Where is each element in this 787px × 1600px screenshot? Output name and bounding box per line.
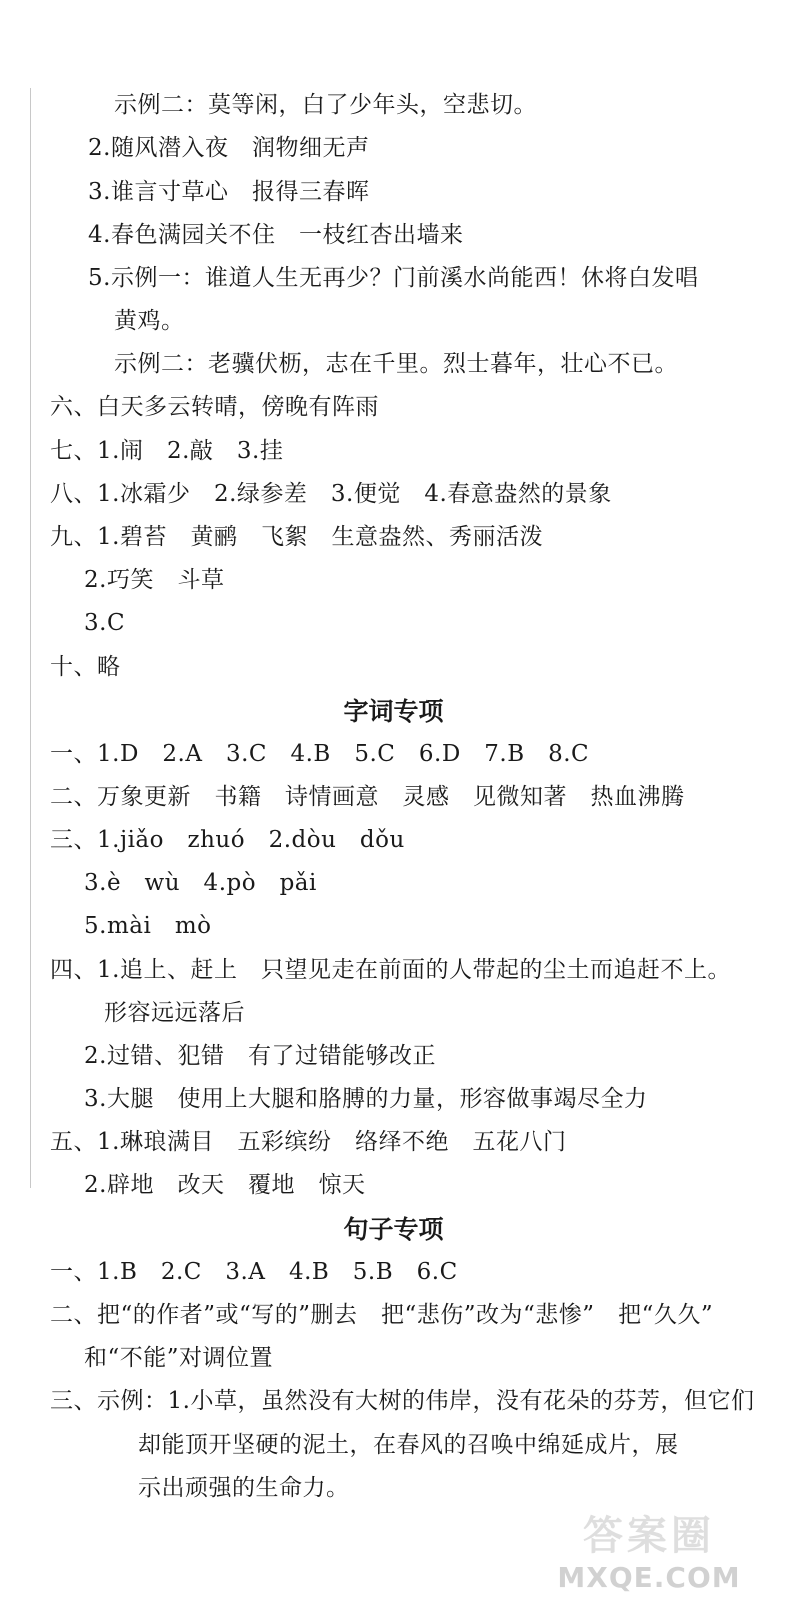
text-line: 3.大腿 使用上大腿和胳膊的力量，形容做事竭尽全力 <box>84 1086 648 1112</box>
text-line: 三、示例：1.小草，虽然没有大树的伟岸，没有花朵的芬芳，但它们 <box>50 1388 755 1414</box>
text-line: 二、把“的作者”或“写的”删去 把“悲伤”改为“悲惨” 把“久久” <box>50 1302 714 1328</box>
text-line: 示例二：莫等闲，白了少年头，空悲切。 <box>114 92 537 118</box>
text-line: 一、1.D 2.A 3.C 4.B 5.C 6.D 7.B 8.C <box>50 741 590 767</box>
margin-line <box>30 88 31 1188</box>
text-line: 和“不能”对调位置 <box>84 1345 274 1371</box>
text-line: 3.è wù 4.pò pǎi <box>84 870 317 896</box>
text-line: 5.mài mò <box>84 913 212 939</box>
text-line: 示例二：老骥伏枥，志在千里。烈士暮年，壮心不已。 <box>114 351 678 377</box>
text-line: 十、略 <box>50 654 121 680</box>
text-line: 四、1.追上、赶上 只望见走在前面的人带起的尘土而追赶不上。 <box>50 957 731 983</box>
watermark-logo <box>529 1504 769 1594</box>
text-line: 五、1.琳琅满目 五彩缤纷 络绎不绝 五花八门 <box>50 1129 567 1155</box>
text-line: 七、1.闹 2.敲 3.挂 <box>50 438 284 464</box>
watermark-url: MXQE.COM <box>557 1561 741 1594</box>
section-heading: 字词专项 <box>343 697 444 726</box>
text-line: 八、1.冰霜少 2.绿参差 3.便觉 4.春意盎然的景象 <box>50 481 612 507</box>
text-line: 5.示例一：谁道人生无再少？门前溪水尚能西！休将白发唱 <box>88 265 699 291</box>
text-line: 却能顶开坚硬的泥土，在春风的召唤中绵延成片，展 <box>138 1432 679 1458</box>
text-line: 3.谁言寸草心 报得三春晖 <box>88 179 370 205</box>
watermark-title: 答案圈 <box>583 1513 715 1559</box>
text-line: 2.随风潜入夜 润物细无声 <box>88 135 370 161</box>
text-line: 形容远远落后 <box>104 1000 245 1026</box>
text-line: 2.辟地 改天 覆地 惊天 <box>84 1172 366 1198</box>
text-line: 2.过错、犯错 有了过错能够改正 <box>84 1043 436 1069</box>
text-line: 三、1.jiǎo zhuó 2.dòu dǒu <box>50 827 405 853</box>
text-line: 二、万象更新 书籍 诗情画意 灵感 见微知著 热血沸腾 <box>50 784 685 810</box>
text-line: 黄鸡。 <box>114 308 185 334</box>
text-line: 2.巧笑 斗草 <box>84 567 225 593</box>
section-heading: 句子专项 <box>343 1215 444 1244</box>
text-line: 九、1.碧苔 黄鹂 飞絮 生意盎然、秀丽活泼 <box>50 524 543 550</box>
text-line: 示出顽强的生命力。 <box>138 1475 350 1501</box>
text-line: 一、1.B 2.C 3.A 4.B 5.B 6.C <box>50 1259 458 1285</box>
text-line: 3.C <box>84 610 126 636</box>
text-line: 六、白天多云转晴，傍晚有阵雨 <box>50 394 379 420</box>
text-line: 4.春色满园关不住 一枝红杏出墙来 <box>88 222 464 248</box>
